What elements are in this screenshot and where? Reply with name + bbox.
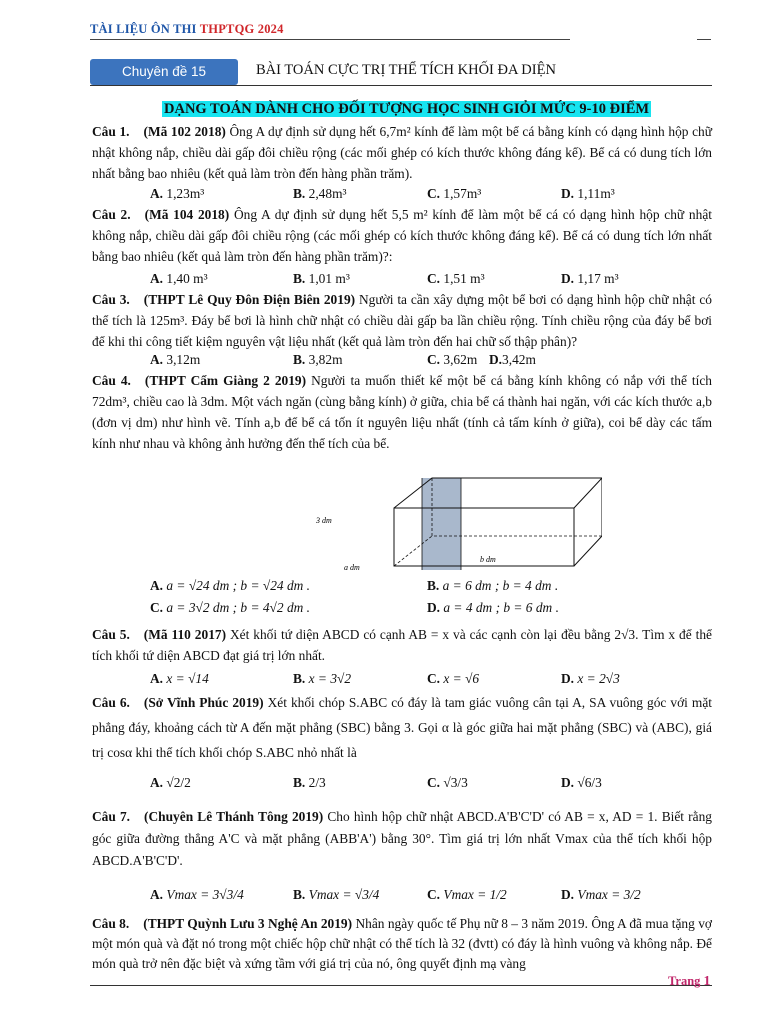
partition-panel xyxy=(422,478,461,570)
option-b: B. a = 6 dm ; b = 4 dm . xyxy=(427,578,559,593)
option-b: B. x = 3√2 xyxy=(293,671,352,686)
figure-a-label: a dm xyxy=(344,563,360,572)
page-number: Trang 1 xyxy=(668,974,711,989)
exam-year-label: THPTQG 2024 xyxy=(199,22,284,36)
option-a: A. 3,12m xyxy=(150,352,201,367)
option-c: C. 3,62m xyxy=(427,352,478,367)
option-c: C. √3/3 xyxy=(427,775,468,790)
option-d: D. √6/3 xyxy=(561,775,602,790)
option-a: A. 1,23m³ xyxy=(150,186,205,201)
option-a: A. x = √14 xyxy=(150,671,209,686)
question-3: Câu 3. (THPT Lê Quy Đôn Điện Biên 2019) Người ta cần xây dựng một bể bơi có dạng hình hộp chữ nhật có thể tích là 125m³. Đáy bể bơi là hình chữ nhật có chiều dài gấp ba lần chiều rộng. Tính chiều rộng của đáy bể bơi để khi thi công tiết kiệm nguyên vật liệu nhất (kết quả làm tròn đến hai chữ số thập phân)? xyxy=(92,292,712,349)
option-c: C. 1,51 m³ xyxy=(427,271,485,286)
option-b: B. 1,01 m³ xyxy=(293,271,350,286)
option-d: D. Vmax = 3/2 xyxy=(561,887,641,902)
question-5: Câu 5. (Mã 110 2017) Xét khối tứ diện ABCD có cạnh AB = x và các cạnh còn lại đều bằng 2√3. Tìm x để thể tích khối tứ diện ABCD đạt giá trị lớn nhất. xyxy=(92,627,712,663)
question-1: Câu 1. (Mã 102 2018) Ông A dự định sử dụng hết 6,7m² kính để làm một bể cá bằng kính có dạng hình hộp chữ nhật không nắp, chiều dài gấp đôi chiều rộng (các mối ghép có kích thước không đáng kể). Bể cá có dung tích lớn nhất bằng bao nhiêu (kết quả làm tròn đến hàng phần trăm). xyxy=(92,124,712,181)
footer-rule xyxy=(90,985,712,986)
level-highlight-heading: DẠNG TOÁN DÀNH CHO ĐỐI TƯỢNG HỌC SINH GIỎI MỨC 9-10 ĐIỂM xyxy=(164,101,650,117)
question-8: Câu 8. (THPT Quỳnh Lưu 3 Nghệ An 2019) Nhân ngày quốc tế Phụ nữ 8 – 3 năm 2019. Ông A đã mua tặng vợ một món quà và đặt nó trong một chiếc hộp chữ nhật có thể tích là 32 (đvtt) có đáy là hình vuông và không nắp. Để món quà trở nên đặc biệt và xứng tầm với giá trị của nó, ông quyết định mạ vàng xyxy=(92,916,712,971)
fish-tank-figure xyxy=(312,452,602,572)
document-series-label: TÀI LIỆU ÔN THI THPTQG 2024 xyxy=(90,22,284,36)
option-c: C. Vmax = 1/2 xyxy=(427,887,507,902)
header-rule xyxy=(90,39,570,40)
option-d: D.3,42m xyxy=(489,352,536,367)
option-b: B. 2,48m³ xyxy=(293,186,347,201)
option-b: B. 3,82m xyxy=(293,352,343,367)
option-d: D. x = 2√3 xyxy=(561,671,620,686)
header-rule-2 xyxy=(90,85,712,86)
question-2: Câu 2. (Mã 104 2018) Ông A dự định sử dụng hết 5,5 m² kính để làm một bể cá có dạng hình hộp chữ nhật không nắp, chiều dài gấp đôi chiều rộng (các mối ghép có kích thước không đáng kể). Bể cá có dung tích lớn nhất bằng bao nhiêu (kết quả làm tròn đến hàng phần trăm)?: xyxy=(92,207,712,264)
option-d: D. a = 4 dm ; b = 6 dm . xyxy=(427,600,559,615)
option-a: A. Vmax = 3√3/4 xyxy=(150,887,244,902)
option-c: C. x = √6 xyxy=(427,671,480,686)
figure-b-label: b dm xyxy=(480,555,496,564)
topic-badge: Chuyên đề 15 xyxy=(90,59,238,85)
option-d: D. 1,11m³ xyxy=(561,186,615,201)
question-4: Câu 4. (THPT Cẩm Giàng 2 2019) Người ta muốn thiết kế một bể cá bằng kính không có nắp với thể tích 72dm³, chiều cao là 3dm. Một vách ngăn (cùng bằng kính) ở giữa, chia bể cá thành hai ngăn, với các kích thước a,b (đơn vị dm) như hình vẽ. Tính a,b để bể cá tốn ít nguyên liệu nhất (tính cả tấm kính ở giữa), coi bể dày các tấm kính như nhau và không ảnh hưởng đến thể tích của bể. xyxy=(92,373,712,451)
option-a: A. √2/2 xyxy=(150,775,191,790)
question-6: Câu 6. (Sở Vĩnh Phúc 2019) Xét khối chóp S.ABC có đáy là tam giác vuông cân tại A, SA vuông góc với mặt phẳng đáy, khoảng cách từ A đến mặt phẳng (SBC) bằng 3. Gọi α là góc giữa hai mặt phẳng (SBC) và (ABC), giá trị cosα khi thể tích khối chóp S.ABC nhỏ nhất là xyxy=(92,695,712,760)
question-7: Câu 7. (Chuyên Lê Thánh Tông 2019) Cho hình hộp chữ nhật ABCD.A'B'C'D' có AB = x, AD = 1. Biết rằng góc giữa đường thẳng A'C và mặt phẳng (ABB'A') bằng 30°. Tìm giá trị lớn nhất Vmax của thể tích khối hộp ABCD.A'B'C'D'. xyxy=(92,809,712,868)
header-dash xyxy=(697,39,711,40)
option-d: D. 1,17 m³ xyxy=(561,271,619,286)
figure-height-label: 3 dm xyxy=(316,516,332,525)
tank-right-edge xyxy=(574,478,602,566)
option-c: C. a = 3√2 dm ; b = 4√2 dm . xyxy=(150,600,310,615)
option-a: A. a = √24 dm ; b = √24 dm . xyxy=(150,578,310,593)
option-b: B. 2/3 xyxy=(293,775,326,790)
option-a: A. 1,40 m³ xyxy=(150,271,208,286)
topic-title: BÀI TOÁN CỰC TRỊ THỂ TÍCH KHỐI ĐA DIỆN xyxy=(256,62,556,78)
option-c: C. 1,57m³ xyxy=(427,186,482,201)
option-b: B. Vmax = √3/4 xyxy=(293,887,380,902)
